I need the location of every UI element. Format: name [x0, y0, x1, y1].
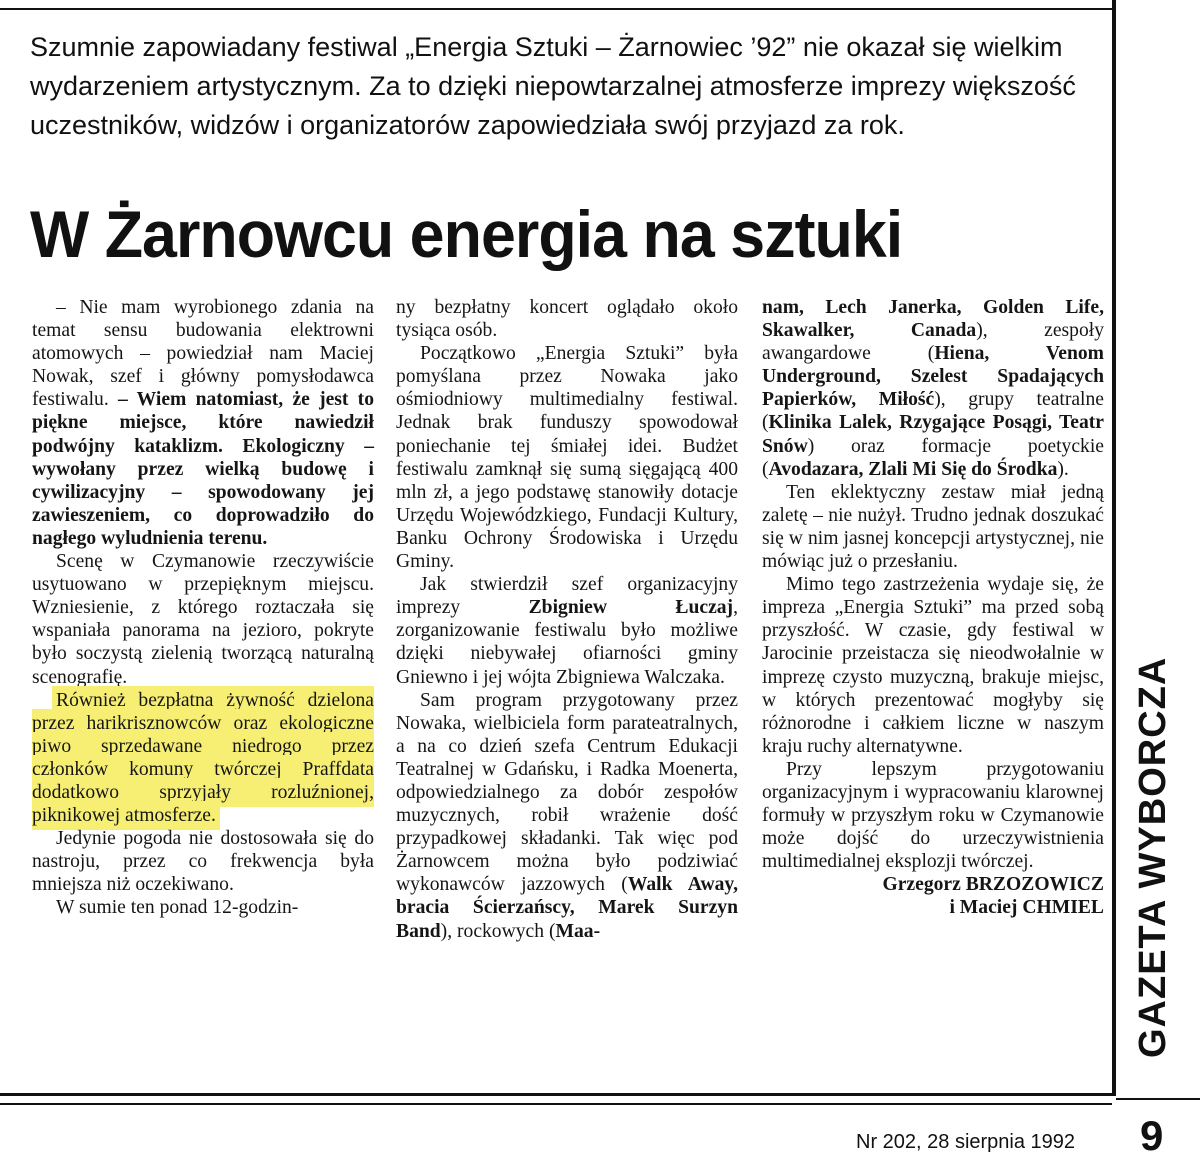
- paragraph-text: ).: [1057, 458, 1069, 480]
- paragraph-text: Jak stwierdził szef organizacyjny imprezy: [396, 574, 738, 619]
- paragraph: Mimo tego zastrzeżenia wydaje się, że impreza „Energia Sztuki” ma przed sobą przyszłość. W czasie, gdy festiwal w Jarocinie przeistacza się nieodwołalnie w imprezę czysto muzyczną, brakuje miejsc, w których prezentować mogłyby się różnorodne i całkiem liczne w naszym kraju ruchy alternatywne.: [762, 574, 1104, 757]
- masthead-rule: [1116, 1098, 1200, 1100]
- paragraph-text: ), rockowych (: [440, 920, 556, 942]
- issue-date: Nr 202, 28 sierpnia 1992: [856, 1131, 1076, 1153]
- paragraph-text: Sam program przygotowany przez Nowaka, wielbiciela form parateatralnych, a na co dzień szefa Centrum Edukacji Teatralnej w Gdańsku, i Radka Moenerta, odpowiedzialnego za dobór zespołów muzycznych, robił wrażenie dość przypadkowej składanki. Tak więc pod Żarnowcem można było podziwiać wykonawców jazzowych (: [396, 689, 738, 896]
- paragraph: [396, 573, 738, 688]
- paragraph: Przy lepszym przygotowaniu organizacyjnym i wypracowaniu klarownej formuły w przyszłym roku w Czymanowie może dojść do urzeczywistnienia multimedialnej eksplozji twórczej.: [762, 758, 1104, 873]
- paragraph: ny bezpłatny koncert oglądało około tysiąca osób.: [396, 297, 738, 342]
- paragraph-text: , zorganizowanie festiwalu było możliwe dzięki niebywałej ofiarności gminy Gniewno i jej wójta Zbigniewa Walczaka.: [396, 597, 738, 688]
- paragraph: [32, 296, 374, 550]
- band-names: Walk Away, bracia Ścierzańscy, Marek Surzyn Band: [396, 874, 738, 942]
- band-names: Hiena, Venom Underground, Szelest Spadających Papierków, Miłość: [762, 343, 1104, 411]
- highlight-marker: Również bezpłatna żywność dzielona przez harikrisznowców oraz ekologiczne piwo sprzedawane niedrogo przez członków komuny twórczej Praffdata dodatkowo sprzyjały rozluźnionej, piknikowej atmosferze.: [32, 689, 374, 827]
- paragraph: [762, 296, 1104, 481]
- highlighted-paragraph: [32, 689, 374, 828]
- paragraph-text: – Nie mam wyrobionego zdania na temat sensu budowania elektrowni atomowych – powiedział nam Maciej Nowak, szef i główny pomysłodawca festiwalu.: [32, 297, 374, 411]
- band-names: nam, Lech Janerka, Golden Life, Skawalker, Canada: [762, 297, 1104, 342]
- paragraph: Początkowo „Energia Sztuki” była pomyślana przez Nowaka jako ośmiodniowy multimedialny festiwal. Jednak brak funduszy spowodował poniechanie tej śmiałej idei. Budżet festiwalu zamknął się sumą sięgającą 400 mln zł, a jego podstawę stanowiły dotacje Urzędu Wojewódzkiego, Fundacji Kultury, Banku Ochrony Środowiska i Urzędu Gminy.: [396, 343, 738, 573]
- band-names: Klinika Lalek, Rzygające Posągi, Teatr Snów: [762, 412, 1104, 457]
- bottom-rule: [0, 1093, 1112, 1096]
- newspaper-masthead: GAZETA WYBORCZA: [1132, 656, 1174, 1058]
- paragraph: Ten eklektyczny zestaw miał jedną zaletę – nie nużył. Trudno jednak doszukać się w nim jasnej koncepcji artystycznej, nie mówiąc już o przesłaniu.: [762, 481, 1104, 573]
- band-names: Maa-: [555, 920, 601, 942]
- article-lead: Szumnie zapowiadany festiwal „Energia Sztuki – Żarnowiec ’92” nie okazał się wielkim wydarzeniem artystycznym. Za to dzięki niepowtarzalnej atmosferze imprezy większość uczestników, widzów i organizatorów zapowiedziała swój przyjazd za rok.: [30, 32, 1076, 140]
- quote-bold: – Wiem natomiast, że jest to piękne miejsce, które nawiedził podwójny kataklizm. Ekologiczny – wywołany przez wielką budowę i cywilizacyjny – spowodowany jej zawieszeniem, co doprowadziło do nagłego wyludnienia terenu.: [32, 389, 374, 549]
- article-column-3: [762, 296, 1104, 920]
- vertical-rule: [1112, 0, 1116, 1096]
- article-headline: W Żarnowcu energia na sztuki: [30, 197, 903, 271]
- author-signature-2: i Maciej CHMIEL: [949, 897, 1104, 919]
- paragraph: W sumie ten ponad 12-godzin-: [56, 897, 299, 919]
- paragraph-text: ) oraz formacje poetyckie (: [762, 435, 1104, 480]
- band-names: Avodazara, Zlali Mi Się do Środka: [768, 458, 1058, 480]
- person-name: Zbigniew Łuczaj: [528, 597, 734, 619]
- paragraph-text: ), zespoły awangardowe (: [762, 320, 1104, 365]
- article-column-1: [32, 296, 374, 920]
- author-signature: Grzegorz BRZOZOWICZ: [882, 874, 1104, 896]
- paragraph: Jedynie pogoda nie dostosowała się do nastroju, przez co frekwencja była mniejsza niż oczekiwano.: [32, 828, 374, 896]
- paragraph-text: ), grupy teatralne (: [762, 389, 1104, 434]
- page-number: 9: [1140, 1112, 1164, 1159]
- paragraph: [396, 689, 738, 943]
- bottom-rule-thin: [0, 1103, 1112, 1105]
- top-rule: [0, 0, 1112, 10]
- paragraph: Scenę w Czymanowie rzeczywiście usytuowano w przepięknym miejscu. Wzniesienie, z którego roztaczała się wspaniała panorama na jezioro, pokryte było soczystą zielenią tworzącą naturalną scenografię.: [32, 551, 374, 688]
- article-column-2: [396, 296, 738, 943]
